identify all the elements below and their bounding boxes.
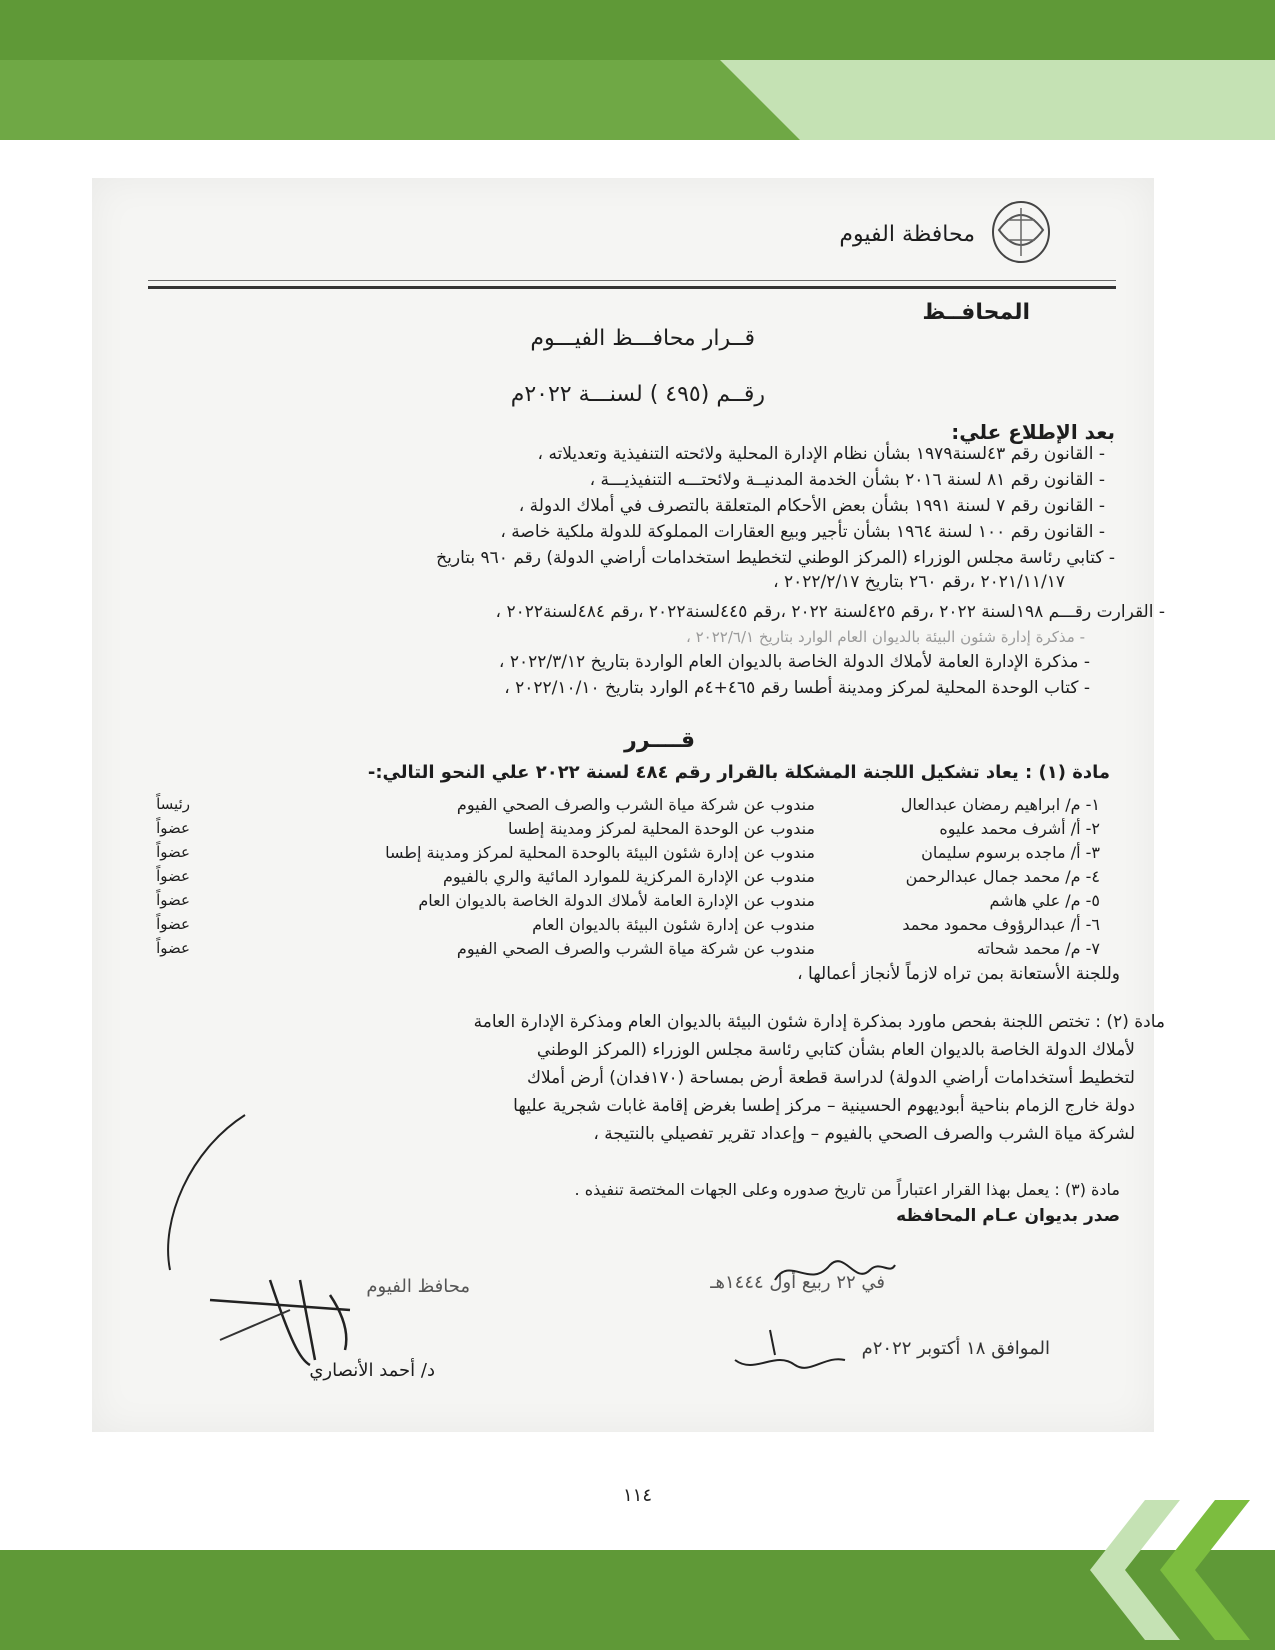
page-number: ١١٤ — [622, 1485, 652, 1506]
article-2-line: لتخطيط أستخدامات أراضي الدولة) لدراسة قطعة أرض بمساحة (١٧٠فدان) أرض أملاك — [527, 1068, 1135, 1088]
preamble-item: - القانون رقم ١٠٠ لسنة ١٩٦٤ بشأن تأجير وبيع العقارات المملوكة للدولة ملكية خاصة ، — [500, 522, 1105, 542]
member-name: ٦- أ/ عبدالرؤوف محمود محمد — [902, 915, 1100, 934]
member-name: ٤- م/ محمد جمال عبدالرحمن — [905, 867, 1100, 886]
article-2-line: لأملاك الدولة الخاصة بالديوان العام بشأن كتابي رئاسة مجلس الوزراء (المركز الوطني — [536, 1040, 1135, 1060]
preamble-heading: بعد الإطلاع علي: — [951, 420, 1115, 444]
member-name: ٣- أ/ ماجده برسوم سليمان — [921, 843, 1100, 862]
article-2-line: دولة خارج الزمام بناحية أبوديهوم الحسينية – مركز إطسا بغرض إقامة غابات شجرية عليها — [513, 1096, 1135, 1116]
preamble-item: - القانون رقم ٨١ لسنة ٢٠١٦ بشأن الخدمة المدنيــة ولائحتـــه التنفيذيـــة ، — [589, 470, 1105, 490]
article-2-line: مادة (٢) : تختص اللجنة بفحص ماورد بمذكرة إدارة شئون البيئة بالديوان العام ومذكرة الإدارة العامة — [473, 1012, 1165, 1032]
member-role: مندوب عن شركة مياة الشرب والصرف الصحي الفيوم — [456, 795, 815, 814]
preamble-item: - القانون رقم ٧ لسنة ١٩٩١ بشأن بعض الأحكام المتعلقة بالتصرف في أملاك الدولة ، — [518, 496, 1105, 516]
header-rule — [148, 286, 1116, 289]
article-2-line: لشركة مياة الشرب والصرف الصحي بالفيوم – وإعداد تقرير تفصيلي بالنتيجة ، — [593, 1124, 1135, 1144]
signer-name: د/ أحمد الأنصاري — [309, 1360, 435, 1381]
member-role: مندوب عن إدارة شئون البيئة بالوحدة المحلية لمركز ومدينة إطسا — [385, 843, 815, 862]
header-band-accent — [720, 60, 1275, 140]
preamble-item: - القانون رقم ٤٣لسنة١٩٧٩ بشأن نظام الإدارة المحلية ولائحته التنفيذية وتعديلاته ، — [537, 444, 1105, 464]
member-role: مندوب عن الوحدة المحلية لمركز ومدينة إطسا — [508, 819, 815, 838]
member-name: ٧- م/ محمد شحاته — [976, 939, 1100, 958]
gregorian-date: الموافق ١٨ أكتوبر ٢٠٢٢م — [861, 1338, 1050, 1359]
decree-number: رقــم (٤٩٥ ) لسنـــة ٢٠٢٢م — [510, 382, 765, 407]
footer-band — [0, 1550, 1275, 1650]
issued-note: صدر بديوان عـام المحافظه — [896, 1206, 1120, 1226]
office-label: المحافــظ — [922, 300, 1030, 325]
preamble-item: ٢٠٢١/١١/١٧ ،رقم ٢٦٠ بتاريخ ٢٠٢٢/٢/١٧ ، — [773, 572, 1065, 592]
chevron-left-icon — [1160, 1490, 1250, 1650]
member-post: عضواً — [156, 819, 190, 837]
member-role: مندوب عن الإدارة العامة لأملاك الدولة الخاصة بالديوان العام — [418, 891, 815, 910]
committee-note: وللجنة الأستعانة بمن تراه لازماً لأنجاز أعمالها ، — [797, 964, 1120, 984]
header-rule-thin — [148, 280, 1116, 281]
header-band — [0, 0, 1275, 60]
preamble-item: - كتاب الوحدة المحلية لمركز ومدينة أطسا رقم ٤٦٥+٤م الوارد بتاريخ ٢٠٢٢/١٠/١٠ ، — [504, 678, 1090, 698]
member-post: عضواً — [156, 891, 190, 909]
article-1: مادة (١) : يعاد تشكيل اللجنة المشكلة بالقرار رقم ٤٨٤ لسنة ٢٠٢٢ علي النحو التالي:- — [367, 762, 1110, 783]
governorate-seal-icon — [985, 190, 1057, 270]
member-post: عضواً — [156, 939, 190, 957]
member-name: ٥- م/ علي هاشم — [989, 891, 1100, 910]
signer-title: محافظ الفيوم — [366, 1276, 470, 1297]
member-post: عضواً — [156, 915, 190, 933]
governorate-name: محافظة الفيوم — [839, 222, 975, 247]
article-3: مادة (٣) : يعمل بهذا القرار اعتباراً من تاريخ صدوره وعلى الجهات المختصة تنفيذه . — [574, 1180, 1120, 1199]
decree-title: قــرار محافـــظ الفيـــوم — [530, 326, 755, 351]
member-post: رئيساً — [156, 795, 190, 813]
member-role: مندوب عن شركة مياة الشرب والصرف الصحي الفيوم — [456, 939, 815, 958]
member-post: عضواً — [156, 867, 190, 885]
preamble-item: - القرارت رقـــم ١٩٨لسنة ٢٠٢٢ ،رقم ٤٢٥لسنة ٢٠٢٢ ،رقم ٤٤٥لسنة٢٠٢٢ ،رقم ٤٨٤لسنة٢٠٢٢ ، — [495, 602, 1165, 622]
preamble-item: - مذكرة إدارة شئون البيئة بالديوان العام الوارد بتاريخ ٢٠٢٢/٦/١ ، — [686, 628, 1085, 646]
member-name: ١- م/ ابراهيم رمضان عبدالعال — [900, 795, 1100, 814]
member-role: مندوب عن الإدارة المركزية للموارد المائية والري بالفيوم — [442, 867, 815, 886]
decision-heading: قــــرر — [624, 728, 695, 753]
hijri-date: في ٢٢ ربيع أول ١٤٤٤هـ — [710, 1272, 885, 1293]
member-role: مندوب عن إدارة شئون البيئة بالديوان العام — [532, 915, 815, 934]
member-post: عضواً — [156, 843, 190, 861]
member-name: ٢- أ/ أشرف محمد عليوه — [939, 819, 1100, 838]
preamble-item: - مذكرة الإدارة العامة لأملاك الدولة الخاصة بالديوان العام الواردة بتاريخ ٢٠٢٢/٣/١٢ ، — [498, 652, 1090, 672]
preamble-item: - كتابي رئاسة مجلس الوزراء (المركز الوطني لتخطيط استخدامات أراضي الدولة) رقم ٩٦٠ بتاريخ — [436, 548, 1115, 568]
